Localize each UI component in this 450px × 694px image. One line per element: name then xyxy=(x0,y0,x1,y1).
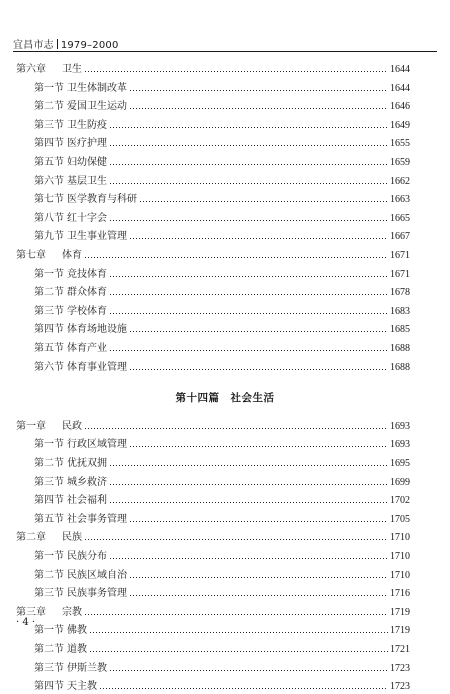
toc-chapter-row[interactable] xyxy=(0,605,450,619)
toc-section-row[interactable] xyxy=(0,304,450,318)
entry-number: 第四节 xyxy=(34,138,64,150)
entry-number: 第三节 xyxy=(34,476,64,488)
dot-leader xyxy=(109,549,388,559)
toc-section-row[interactable] xyxy=(0,679,450,693)
toc-section-row[interactable] xyxy=(0,118,450,132)
entry-number: 第二节 xyxy=(34,569,64,581)
entry-page: 1710 xyxy=(390,551,410,562)
toc-section-row[interactable] xyxy=(0,437,450,451)
entry-page: 1723 xyxy=(390,681,410,693)
toc-section-row[interactable] xyxy=(0,456,450,470)
entry-title: 卫生防疫 xyxy=(67,119,107,131)
toc-section-row[interactable] xyxy=(0,155,450,169)
entry-title: 民族 xyxy=(62,532,82,544)
dot-leader xyxy=(109,456,388,466)
entry-page: 1716 xyxy=(390,588,410,600)
entry-page: 1719 xyxy=(390,625,410,637)
entry-title: 城乡救济 xyxy=(67,476,107,488)
entry-page: 1671 xyxy=(390,250,410,261)
entry-page: 1671 xyxy=(390,268,410,280)
dot-leader xyxy=(129,568,388,578)
entry-page: 1702 xyxy=(390,495,410,507)
entry-title: 宗教 xyxy=(62,606,82,618)
dot-leader xyxy=(84,62,388,72)
entry-number: 第一节 xyxy=(34,551,64,562)
toc-section-row[interactable] xyxy=(0,174,450,188)
entry-number: 第三节 xyxy=(34,305,64,317)
toc-section-row[interactable] xyxy=(0,360,450,374)
entry-number: 第一节 xyxy=(34,625,64,637)
entry-page: 1663 xyxy=(390,194,410,206)
toc-section-row[interactable] xyxy=(0,285,450,299)
entry-page: 1665 xyxy=(390,212,410,224)
entry-title: 佛教 xyxy=(67,625,87,637)
dot-leader xyxy=(129,99,388,109)
entry-page: 1705 xyxy=(390,513,410,525)
entry-number: 第六节 xyxy=(34,361,64,373)
dot-leader xyxy=(84,419,388,429)
header-separator xyxy=(57,39,58,49)
entry-number: 第五节 xyxy=(34,343,64,354)
toc-section-row[interactable] xyxy=(0,192,450,206)
header-range: 1979–2000 xyxy=(60,40,119,51)
dot-leader xyxy=(129,229,388,239)
toc-section-row[interactable] xyxy=(0,229,450,243)
dot-leader xyxy=(84,530,388,540)
dot-leader xyxy=(109,475,388,485)
entry-page: 1667 xyxy=(390,231,410,243)
entry-page: 1655 xyxy=(390,138,410,150)
entry-page: 1693 xyxy=(390,439,410,451)
toc-section-row[interactable] xyxy=(0,586,450,600)
entry-title: 社会福利 xyxy=(67,495,107,507)
dot-leader xyxy=(129,81,388,91)
entry-title: 社会事务管理 xyxy=(67,513,127,525)
entry-number: 第一节 xyxy=(34,268,64,280)
toc-chapter-row[interactable] xyxy=(0,419,450,433)
entry-title: 卫生体制改革 xyxy=(67,82,127,94)
entry-number: 第一章 xyxy=(16,420,46,432)
toc-section-row[interactable] xyxy=(0,549,450,563)
entry-page: 1699 xyxy=(390,476,410,488)
toc-section-row[interactable] xyxy=(0,267,450,281)
entry-page: 1662 xyxy=(390,175,410,187)
entry-page: 1710 xyxy=(390,532,410,544)
entry-number: 第五节 xyxy=(34,513,64,525)
header-rule xyxy=(13,51,437,52)
part-title: 第十四篇 社会生活 xyxy=(175,392,275,405)
toc-chapter-row[interactable] xyxy=(0,530,450,544)
entry-title: 体育场地设施 xyxy=(67,324,127,336)
entry-title: 伊斯兰教 xyxy=(67,662,107,674)
entry-number: 第二节 xyxy=(34,287,64,299)
entry-page: 1695 xyxy=(390,458,410,469)
dot-leader xyxy=(109,211,388,221)
entry-title: 民政 xyxy=(62,420,82,432)
entry-title: 妇幼保健 xyxy=(67,157,107,168)
dot-leader xyxy=(109,155,388,165)
entry-page: 1683 xyxy=(390,305,410,317)
entry-page: 1646 xyxy=(390,101,410,113)
entry-title: 学校体育 xyxy=(67,305,107,317)
entry-page: 1644 xyxy=(390,82,410,94)
entry-number: 第八节 xyxy=(34,212,64,224)
entry-number: 第六节 xyxy=(34,175,64,187)
dot-leader xyxy=(84,605,388,615)
entry-number: 第九节 xyxy=(34,231,64,243)
dot-leader xyxy=(139,192,388,202)
toc-chapter-row[interactable] xyxy=(0,62,450,76)
entry-number: 第二节 xyxy=(34,458,64,469)
entry-title: 卫生 xyxy=(62,64,82,75)
dot-leader xyxy=(129,437,388,447)
entry-page: 1710 xyxy=(390,569,410,581)
entry-number: 第三节 xyxy=(34,119,64,131)
toc-chapter-row[interactable] xyxy=(0,248,450,262)
entry-number: 第三节 xyxy=(34,662,64,674)
dot-leader xyxy=(109,174,388,184)
entry-number: 第三章 xyxy=(16,606,46,618)
entry-page: 1723 xyxy=(390,662,410,674)
entry-number: 第二节 xyxy=(34,644,64,655)
entry-title: 优抚双拥 xyxy=(67,458,107,469)
entry-page: 1678 xyxy=(390,287,410,299)
dot-leader xyxy=(129,360,388,370)
dot-leader xyxy=(129,586,388,596)
toc-section-row[interactable] xyxy=(0,568,450,582)
entry-title: 天主教 xyxy=(67,681,97,693)
entry-page: 1721 xyxy=(390,644,410,655)
toc-section-row[interactable] xyxy=(0,493,450,507)
dot-leader xyxy=(99,679,388,689)
entry-title: 爱国卫生运动 xyxy=(67,101,127,113)
dot-leader xyxy=(109,304,388,314)
toc-section-row[interactable] xyxy=(0,322,450,336)
entry-title: 医疗护理 xyxy=(67,138,107,150)
dot-leader xyxy=(109,493,388,503)
entry-number: 第五节 xyxy=(34,157,64,168)
entry-title: 医学教育与科研 xyxy=(67,194,137,206)
toc-section-row[interactable] xyxy=(0,512,450,526)
entry-title: 群众体育 xyxy=(67,287,107,299)
dot-leader xyxy=(84,248,388,258)
dot-leader xyxy=(109,285,388,295)
entry-title: 体育事业管理 xyxy=(67,361,127,373)
toc-section-row[interactable] xyxy=(0,623,450,637)
entry-title: 行政区域管理 xyxy=(67,439,127,451)
entry-page: 1693 xyxy=(390,420,410,432)
header-title: 宜昌市志 xyxy=(13,40,54,51)
entry-page: 1685 xyxy=(390,324,410,336)
entry-title: 卫生事业管理 xyxy=(67,231,127,243)
entry-title: 基层卫生 xyxy=(67,175,107,187)
running-header xyxy=(13,36,119,51)
entry-page: 1719 xyxy=(390,606,410,618)
entry-number: 第一节 xyxy=(34,439,64,451)
toc-section-row[interactable] xyxy=(0,661,450,675)
entry-title: 竞技体育 xyxy=(67,268,107,280)
dot-leader xyxy=(89,642,388,652)
toc-section-row[interactable] xyxy=(0,642,450,656)
entry-number: 第四节 xyxy=(34,681,64,693)
entry-title: 体育 xyxy=(62,250,82,261)
entry-page: 1659 xyxy=(390,157,410,168)
entry-number: 第一节 xyxy=(34,82,64,94)
toc-section-row[interactable] xyxy=(0,475,450,489)
toc-section-row[interactable] xyxy=(0,99,450,113)
dot-leader xyxy=(109,661,388,671)
dot-leader xyxy=(109,267,388,277)
entry-number: 第七节 xyxy=(34,194,64,206)
dot-leader xyxy=(89,623,388,633)
entry-page: 1649 xyxy=(390,119,410,131)
entry-title: 民族区域自治 xyxy=(67,569,127,581)
toc-section-row[interactable] xyxy=(0,136,450,150)
toc-section-row[interactable] xyxy=(0,211,450,225)
entry-title: 民族分布 xyxy=(67,551,107,562)
entry-title: 道教 xyxy=(67,644,87,655)
entry-title: 民族事务管理 xyxy=(67,588,127,600)
page-number: · 4 · xyxy=(16,617,36,628)
entry-number: 第三节 xyxy=(34,588,64,600)
dot-leader xyxy=(109,136,388,146)
entry-number: 第六章 xyxy=(16,64,46,75)
entry-title: 体育产业 xyxy=(67,343,107,354)
entry-page: 1644 xyxy=(390,64,410,75)
dot-leader xyxy=(109,341,388,351)
entry-number: 第七章 xyxy=(16,250,46,261)
entry-title: 红十字会 xyxy=(67,212,107,224)
dot-leader xyxy=(129,322,388,332)
entry-number: 第二节 xyxy=(34,101,64,113)
entry-page: 1688 xyxy=(390,361,410,373)
toc-section-row[interactable] xyxy=(0,81,450,95)
entry-number: 第四节 xyxy=(34,324,64,336)
entry-number: 第四节 xyxy=(34,495,64,507)
dot-leader xyxy=(109,118,388,128)
entry-number: 第二章 xyxy=(16,532,46,544)
entry-page: 1688 xyxy=(390,343,410,354)
dot-leader xyxy=(129,512,388,522)
toc-section-row[interactable] xyxy=(0,341,450,355)
